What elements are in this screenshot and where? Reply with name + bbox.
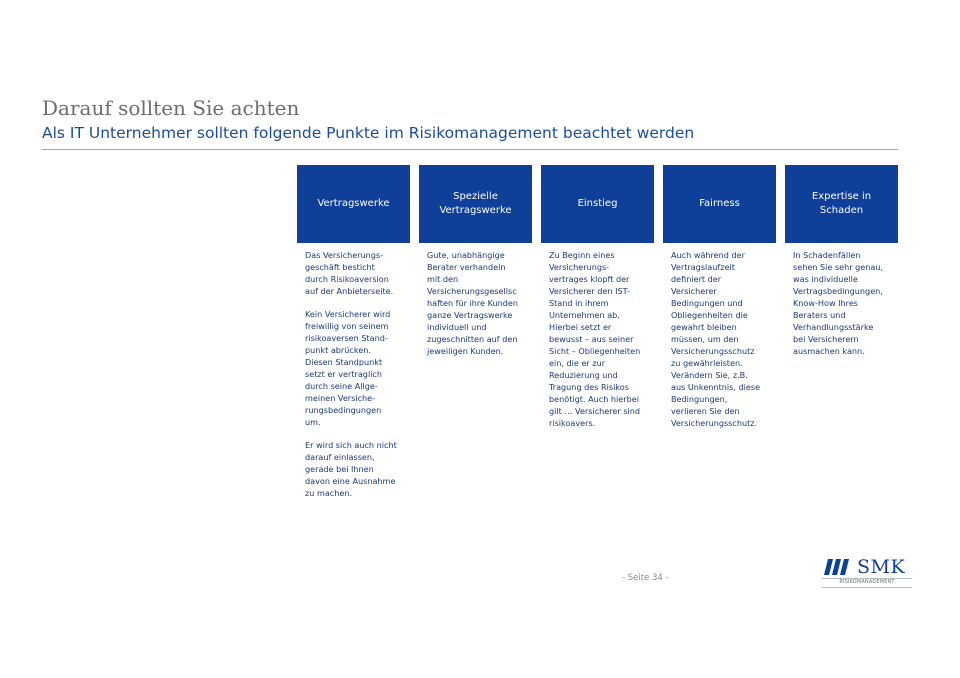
column-body [785, 249, 898, 357]
column-body [297, 249, 410, 499]
logo-divider [822, 578, 912, 579]
column-body [419, 249, 532, 357]
smk-logo [822, 556, 914, 590]
column-paragraph: Gute, unabhängige Berater verhandeln mit den Versicherungsgesellsc haften für ihre Kunden ganze Vertragswerke individuell und zugeschnitten auf den jeweiligen Kunden. [427, 250, 519, 356]
column-paragraph: Das Versicherungs- geschäft besticht durch Risikoaversion auf der Anbieterseite. [305, 250, 394, 296]
logo-tagline: RISIKOMANAGEMENT [839, 580, 895, 585]
column-spezielle-vertragswerke [419, 165, 532, 368]
column-paragraph: In Schadenfällen sehen Sie sehr genau, was individuelle Vertragsbedingungen, Know-How Ihres Beraters und Verhandlungsstärke bei Versicherern ausmachen kann. [793, 250, 884, 356]
logo-divider [822, 587, 912, 588]
column-vertragswerke [297, 165, 410, 510]
column-paragraph: Kein Versicherer wird freiwillig von seinem risikoaversen Stand- punkt abrücken. Diesen Standpunkt setzt er vertraglich durch seine Allge- meinen Versiche- rungsbedingungen um. [305, 309, 391, 427]
column-paragraph: Er wird sich auch nicht darauf einlassen, gerade bei Ihnen davon eine Ausnahme zu machen. [305, 440, 397, 498]
column-body [541, 249, 654, 429]
logo-bars-icon [824, 559, 854, 575]
header-divider [42, 149, 898, 150]
column-paragraph: Zu Beginn eines Versicherungs- vertrages klopft der Versicherer den IST- Stand in ihrem Unternehmen ab. Hierbei setzt er bewusst – aus seiner Sicht – Obliegenheiten ein, die er zur Reduzierung und Tragung des Risikos benötigt. Auch hierbei gilt … Versicherer sind risikoavers. [549, 250, 641, 428]
column-paragraph: Auch während der Vertragslaufzeit definiert der Versicherer Bedingungen und Obliegenheiten die gewahrt bleiben müssen, um den Versicherungsschutz zu gewährleisten. Verändern Sie, z.B. aus Unkenntnis, diese Bedingungen, verlieren Sie den Versicherungsschutz. [671, 250, 761, 428]
column-heading: Vertragswerke [297, 165, 410, 243]
column-heading: Fairness [663, 165, 776, 243]
page-subtitle: Als IT Unternehmer sollten folgende Punkte im Risikomanagement beachtet werden [42, 124, 695, 142]
column-fairness [663, 165, 776, 440]
column-heading: Spezielle Vertragswerke [419, 165, 532, 243]
page-title: Darauf sollten Sie achten [42, 96, 300, 120]
column-expertise-in-schaden [785, 165, 898, 368]
page-number: - Seite 34 - [622, 573, 669, 583]
column-body [663, 249, 776, 429]
column-heading: Einstieg [541, 165, 654, 243]
column-heading: Expertise in Schaden [785, 165, 898, 243]
logo-name: SMK [857, 556, 906, 578]
column-einstieg [541, 165, 654, 440]
